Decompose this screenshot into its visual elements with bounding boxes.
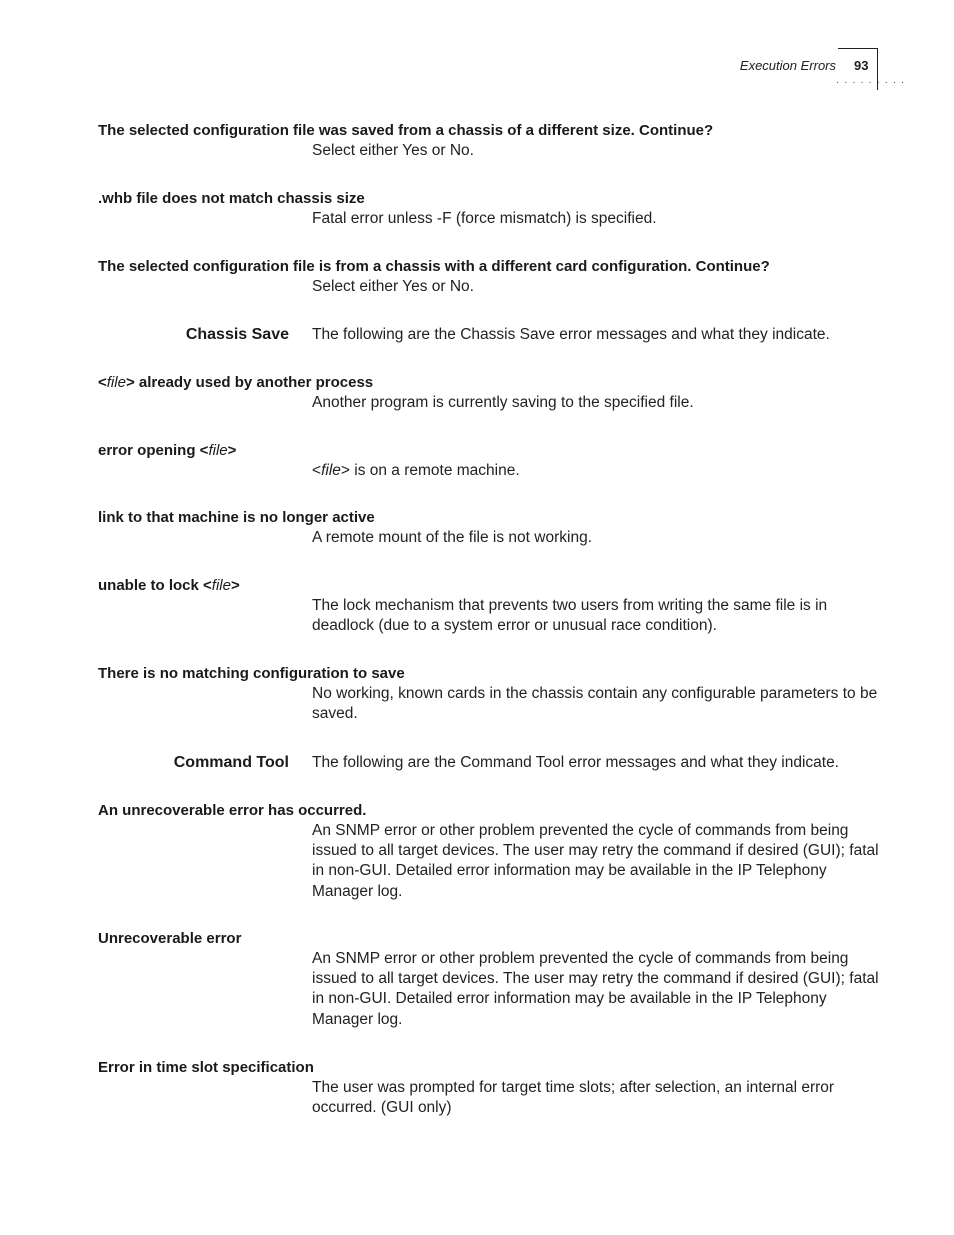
error-description: Select either Yes or No. [312, 142, 474, 159]
section-intro-command-tool: The following are the Command Tool error messages and what they indicate. [312, 754, 839, 771]
error-heading: Error in time slot specification [98, 1059, 314, 1076]
error-heading: There is no matching configuration to save [98, 665, 405, 682]
error-heading: error opening <file> [98, 442, 237, 459]
error-description: <file> is on a remote machine. [312, 462, 520, 479]
error-description: Fatal error unless -F (force mismatch) is specified. [312, 210, 657, 227]
error-description: No working, known cards in the chassis contain any configurable parameters to be saved. [312, 685, 878, 723]
italic-placeholder: file [321, 462, 341, 479]
error-description: Another program is currently saving to the specified file. [312, 394, 694, 411]
error-heading: The selected configuration file was saved from a chassis of a different size. Continue? [98, 122, 714, 139]
section-label-chassis-save: Chassis Save [185, 326, 289, 343]
header-rule-horizontal [838, 48, 878, 49]
error-heading: Unrecoverable error [98, 930, 242, 947]
error-description: An SNMP error or other problem prevented the cycle of commands from being issued to all target devices. The user may retry the command if desired (GUI); fatal in non-GUI. Detailed error information may be available in the IP Telephony Manager log. [312, 822, 879, 900]
page-number: 93 [854, 58, 869, 73]
error-description: The lock mechanism that prevents two users from writing the same file is in deadlock (due to a system error or unusual race condition). [312, 597, 828, 635]
error-description: Select either Yes or No. [312, 278, 474, 295]
error-heading: unable to lock <file> [98, 577, 240, 594]
section-label-command-tool: Command Tool [173, 754, 289, 771]
error-heading: The selected configuration file is from a chassis with a different card configuration. Continue? [98, 258, 770, 275]
error-heading: An unrecoverable error has occurred. [98, 802, 367, 819]
error-heading: .whb file does not match chassis size [98, 190, 365, 207]
header-dots-ornament: · · · · · · · · · [836, 77, 906, 88]
italic-placeholder: file [106, 374, 126, 391]
error-description: The user was prompted for target time slots; after selection, an internal error occurred. (GUI only) [312, 1079, 835, 1117]
running-title: Execution Errors [739, 58, 836, 73]
section-intro-chassis-save: The following are the Chassis Save error messages and what they indicate. [312, 326, 830, 343]
italic-placeholder: file [211, 577, 231, 594]
error-heading: link to that machine is no longer active [98, 509, 375, 526]
italic-placeholder: file [208, 442, 228, 459]
error-description: A remote mount of the file is not working. [312, 529, 592, 546]
error-heading: <file> already used by another process [98, 374, 374, 391]
error-description: An SNMP error or other problem prevented the cycle of commands from being issued to all target devices. The user may retry the command if desired (GUI); fatal in non-GUI. Detailed error information may be available in the IP Telephony Manager log. [312, 950, 879, 1028]
